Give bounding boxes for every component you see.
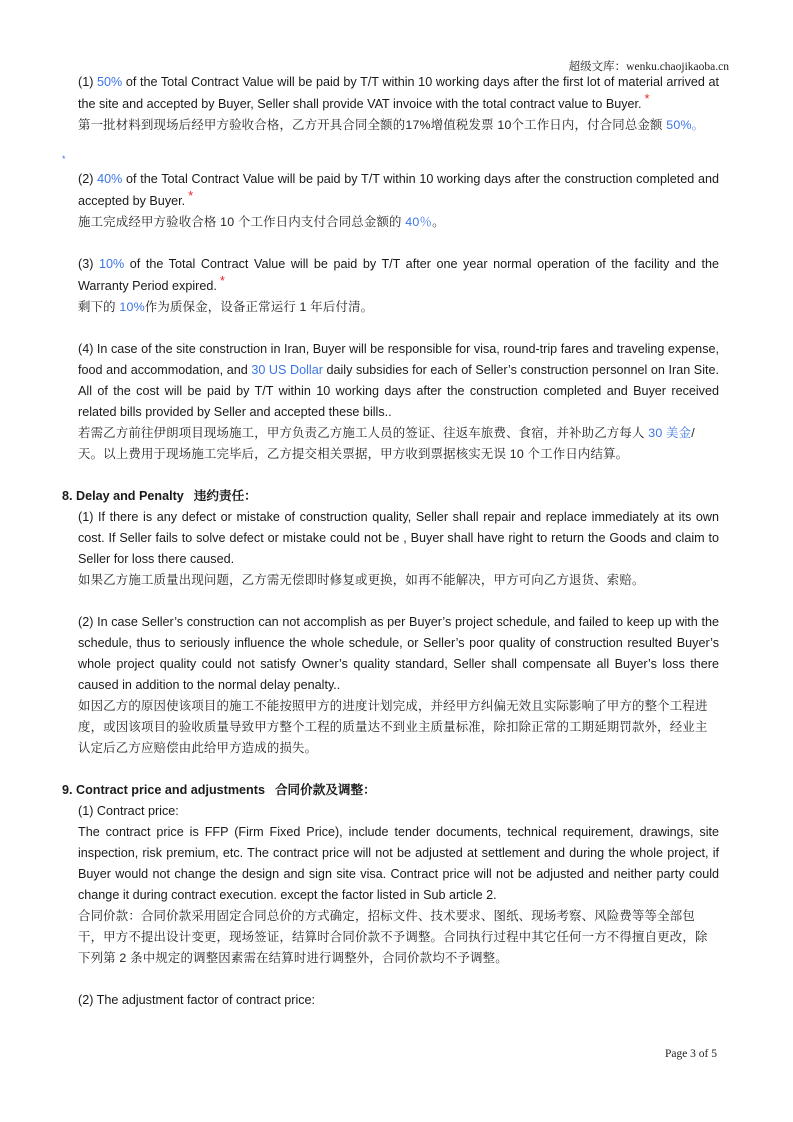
payment-item-3-cn: 剩下的 10%作为质保金，设备正常运行 1 年后付清。 [78, 300, 374, 314]
payment-item-1-cn: 第一批材料到现场后经甲方验收合格，乙方开具合同全额的17%增值税发票 10个工作日内，付合同总金额 50%。 [78, 118, 705, 132]
section-8-item-1-en: (1) If there is any defect or mistake of construction quality, Seller shall repair and replace immediately at its own cost. If Seller fails to solve defect or mistake could not be , Buyer shall have right to return the Goods and claim to Seller for loss there caused. [78, 510, 719, 566]
margin-star-mark: * [62, 154, 66, 164]
payment-item-3-en: (3) 10% of the Total Contract Value will be paid by T/T after one year normal operation of the facility and the Warranty Period expired. * [78, 257, 720, 293]
payment-percent: 50% [97, 75, 123, 89]
subsidy-amount: 30 US Dollar [251, 363, 323, 377]
required-mark: * [219, 273, 225, 288]
payment-item-4-cn: 若需乙方前往伊朗项目现场施工，甲方负责乙方施工人员的签证、往返车旅费、食宿，并补助乙方每人 30 美金/天。以上费用于现场施工完毕后，乙方提交相关票据，甲方收到票据核实无误 10 个工作日内结算。 [78, 426, 695, 461]
payment-percent: 40% [97, 172, 123, 186]
section-8-item-2-cn: 如因乙方的原因使该项目的施工不能按照甲方的进度计划完成，并经甲方纠偏无效且实际影响了甲方的整个工程进度，或因该项目的验收质量导致甲方整个工程的质量达不到业主质量标准，除扣除正常的工期延期罚款外，经业主认定后乙方应赔偿由此给甲方造成的损失。 [78, 699, 708, 755]
section-9-sub2-label: (2) The adjustment factor of contract price: [78, 993, 316, 1007]
section-9-sub1-en: The contract price is FFP (Firm Fixed Price), include tender documents, technical requirement, drawings, site inspection, risk premium, etc. The contract price will not be adjusted at settlement and during the whole project, if Buyer would not change the design and sign site visa. Contract price will not be adjusted and neither party could change it during contract execution. except the factor listed in Sub article 2. [78, 825, 719, 902]
required-mark: * [644, 91, 650, 106]
payment-item-2-en: (2) 40% of the Total Contract Value will be paid by T/T within 10 working days after the construction completed and accepted by Buyer. * [78, 172, 720, 208]
required-mark: * [188, 188, 194, 203]
section-9-sub1-cn: 合同价款：合同价款采用固定合同总价的方式确定，招标文件、技术要求、图纸、现场考察、风险费等等全部包干，甲方不提出设计变更，现场签证，结算时合同价款不予调整。合同执行过程中其它任何一方不得擅自更改，除下列第 2 条中规定的调整因素需在结算时进行调整外，合同价款均不予调整。 [78, 909, 708, 965]
document-body [62, 72, 720, 1011]
page-header-watermark: 超级文库：wenku.chaojikaoba.cn [568, 61, 729, 73]
section-8-item-2-en: (2) In case Seller’s construction can not accomplish as per Buyer’s project schedule, and failed to keep up with the schedule, thus to seriously influence the whole schedule, or Seller’s poor quality of construction resulted Buyer’s whole project quality could not satisfy Owner’s quality standard, Seller shall compensate all Buyer’s loss there caused in addition to the normal delay penalty.. [78, 615, 719, 692]
section-9-heading: 9. Contract price and adjustments 合同价款及调整： [62, 783, 376, 797]
payment-percent: 10% [98, 257, 125, 271]
payment-item-1-en: (1) 50% of the Total Contract Value will be paid by T/T within 10 working days after the first lot of material arrived at the site and accepted by Buyer, Seller shall provide VAT invoice with the total contract value to Buyer. * [78, 75, 719, 111]
section-8-item-1-cn: 如果乙方施工质量出现问题，乙方需无偿即时修复或更换，如再不能解决，甲方可向乙方退货、索赔。 [78, 573, 645, 587]
page-number: Page 3 of 5 [664, 1048, 717, 1060]
section-9-sub1-label: (1) Contract price: [78, 804, 179, 818]
section-8-heading: 8. Delay and Penalty 违约责任： [62, 489, 257, 503]
payment-item-2-cn: 施工完成经甲方验收合格 10 个工作日内支付合同总金额的 40％。 [78, 215, 445, 229]
payment-item-4-en: (4) In case of the site construction in Iran, Buyer will be responsible for visa, round-trip fares and traveling expense, food and accommodation, and 30 US Dollar daily subsidies for each of Seller’s construction personnel on Iran Site. All of the cost will be paid by T/T within 10 working days after the construction completed and Buyer received related bills provided by Seller and accepted these bills.. [78, 342, 719, 419]
